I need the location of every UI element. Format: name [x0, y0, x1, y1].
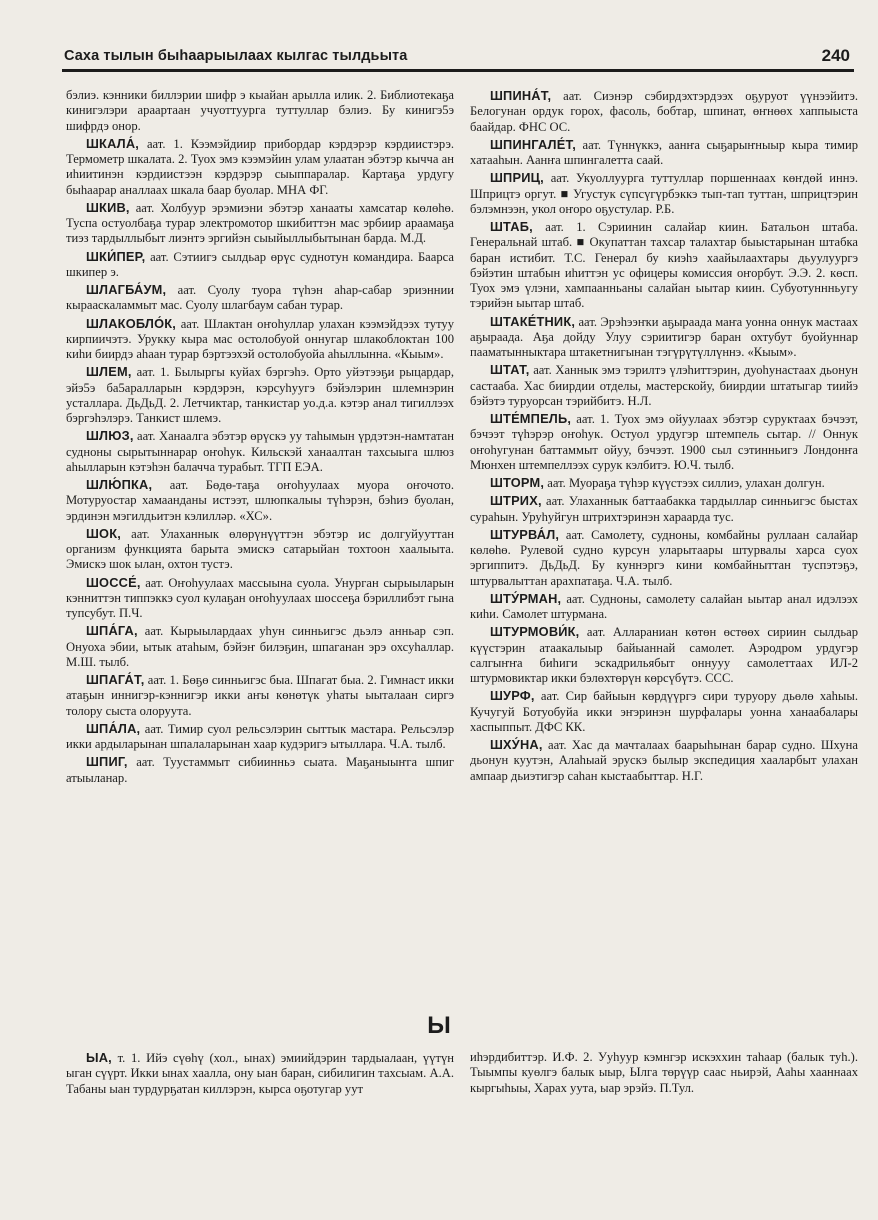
entry-text: аат. Түннүккэ, аанҥа сыҕарыҥныыр кыра тимир хатааhын. Аанҥа шпингалетта саай. [470, 137, 858, 167]
entry-text: аат. 1. Сэриинин салайар киин. Батальон штаба. Генеральнай штаб. ■ Окупаттан тахсар талахтар быыстарынан штабка баран истибит. Т.С. Генерал бу киэhэ хаайылаахтары дьуулуургэ бэйэтин штабын иhиттэн ус офицеры комиссия оҥорбут. Э.Э. 2. көсп. Туох эмэ үлэни, хампаанньаны салайан ыытар киин. Субуотуннньугу тэрийэн ыытар штаб. [470, 220, 858, 311]
dictionary-entry [470, 688, 858, 735]
dictionary-entry [470, 475, 858, 491]
entry-text: аат. Эрэһээҥки аҕыраада маҥа уонна оннук мастаах аҕыраада. Аҕа дойду Улуу сэриитигэр баран охтубут буойуннар пааматынныктара штакетнигынан тэгүрүтүллүннэ. «Кыым». [470, 314, 859, 359]
letter-section-heading: Ы [427, 1012, 451, 1039]
entry-headword: ШКАЛА́, [86, 135, 140, 151]
entry-headword: ШУРФ, [490, 688, 535, 704]
entry-text: аат. Туустаммыт сибиинньэ сыата. Маҕаныыҥга шпиг атыыланар. [66, 755, 454, 785]
dictionary-entry [470, 219, 858, 312]
entry-headword: ШТАБ, [490, 219, 533, 234]
entry-text: аат. Ханнык эмэ тэрилтэ үлэһиттэрин, дуоһунастаах дьонун састааба. Хас биирдии отделы, мастерскойу, биирдии штатыгар тиийэ бэйэтэ туруорсан тэрийбитэ. Н.Л. [470, 363, 859, 408]
entry-text: аат. Оҥоһуулаах массыына суола. Унурган сырыыларын кэнниттэн типпэккэ суол кулаҕан оҥоһуулаах шоссеҕа бэриллибэт гына тупсубут. П.Ч. [66, 575, 454, 620]
entry-text: аат. 1. Бөҕө синньигэс быа. Шпагат быа. 2. Гимнаст икки атаҕын иннигэр-кэннигэр икки аҥы көнөтүк уһаты ыыталаан сиргэ толору сыста олоруута. [66, 673, 454, 718]
dictionary-entry [66, 249, 454, 281]
entry-text: аат. Сир байыын көрдүүргэ сири туруору дьөлө хаһыы. Кучугуй Ботуобуйа икки эҥэринэн шурфалары уонна ханаабалары хаспыппыт. ДФС КК. [470, 689, 858, 734]
bottom-left-column [66, 1050, 454, 1099]
running-title: Саха тылын быһаарыылаах кылгас тылдьыта [64, 48, 408, 64]
entry-text: аат. Суолу туора түһэн аһар-сабар эриэннии кырааскаламмыт мас. Суолу шлагбаум сабан турар. [66, 283, 454, 313]
dictionary-entry [66, 200, 454, 247]
dictionary-entry [470, 314, 858, 361]
header-rule [62, 69, 854, 72]
dictionary-entry [470, 737, 858, 784]
entry-text: т. 1. Ийэ сүөһү (хол., ынах) эмиийдэрин тардыалаан, үүтүн ыган сүүрт. Икки ынах хаалла, ону ыан баран, сибилигин тахсыам. А.А. Табаны ыан турдурҕатан киллэрэн, кырса оҕотугар уут [66, 1051, 454, 1096]
entry-text: аат. Кырыылардаах уһун синньигэс дьэлэ анньар сэп. Онуоха эбии, ытык атаһым, бэйэҥ билэҕин, шпаганан эрэ охсуhаллар. М.Ш. тылб. [66, 624, 454, 669]
entry-headword: ШОССЕ́, [86, 574, 141, 590]
entry-headword: ШКИВ, [86, 199, 130, 215]
dictionary-entry [470, 493, 858, 525]
entry-text: аат. Укуоллуурга туттуллар поршеннаах көҥдөй иннэ. Шприцтэ оргут. ■ Угустук сүпсүгүрбэккэ тып-тап туттан, шприцтэрин бэлэмнээн, укол оҥоро оҕустулар. Р.Б. [470, 171, 859, 216]
dictionary-entry [66, 316, 454, 363]
entry-text: аат. 1. Туох эмэ ойуулаах эбэтэр суруктаах бэчээт, бэчээт түһэрэр оҥоһук. Остуол урдугэр штемпель сытар. // Оннук оҥоһугунан баттаммыт ойуу, бэчээт. 1900 сыл сэтинньигэ Лондонҥа Мюнхен штемпеллээх сурук кэлбитэ. Ю.Ч. тылб. [470, 412, 858, 472]
entry-headword: ШПРИЦ, [490, 170, 544, 186]
dictionary-entry [66, 477, 454, 524]
entry-headword: ШЛАКОБЛО́К, [86, 315, 177, 331]
dictionary-entry [66, 1050, 454, 1097]
dictionary-entry [470, 624, 858, 686]
entry-headword: ШПИНГАЛЕ́Т, [490, 136, 576, 152]
entry-headword: ШТОРМ, [490, 475, 545, 490]
entry-headword: ШТЕ́МПЕЛЬ, [490, 411, 572, 426]
entry-text: аат. Судноны, самолету салайан ыытар анал идэлээх киһи. Самолет штурмана. [470, 591, 858, 621]
entry-text: аат. Шлактан оҥоһуллар улахан кээмэйдээх тутуу кирпиичэтэ. Урукку кыра мас остолобуой оннугар шлакоблоктан 100 киһи биирдэ аһаан турар бэртээхэй остолобуойа аһыллынна. «Кыым». [66, 316, 455, 361]
entry-headword: ШПА́ГА, [86, 623, 138, 639]
dictionary-entry [66, 282, 454, 314]
entry-text: иһэрдибиттэр. И.Ф. 2. Ууһуур кэмнгэр искэххин таhаар (балык туh.). Тыымпы куөлгэ балык ыыр, Ылга төрүүр саас ньирэй, Ааhы хааннаах кыргыhыы, Харах уута, ыар эрэйэ. П.Тул. [470, 1050, 858, 1095]
entry-headword: ШПИНА́Т, [490, 88, 552, 103]
entry-text: аат. Сэтиигэ сылдьар өрүс суднотун командира. Баарса шкипер э. [66, 249, 454, 279]
entry-headword: ШТУРВА́Л, [490, 526, 560, 542]
entry-headword: ШПИГ, [86, 754, 128, 770]
entry-text: аат. Ханаалга эбэтэр өрүскэ уу таһымын үрдэтэн-намтатан судноны сырытыннарар оҥоһук. Кильскэй ханаалтан тахсыыга шлюз аһылларын кэтэһэн балачча турабыт. ТГП ЕЭА. [66, 429, 454, 474]
entry-headword: ШЛЮ́ПКА, [86, 477, 153, 492]
entry-headword: ШТРИХ, [490, 493, 542, 509]
entry-headword: ШКИ́ПЕР, [86, 248, 146, 264]
entry-headword: ШЛЕМ, [86, 364, 132, 380]
entry-headword: ШХУ́НА, [490, 737, 543, 752]
entry-text: аат. Тимир суол рельсэлэрин сыттык мастара. Рельсэлэр икки ардыларынан шпалаларынан хаар кудэригэ ытыллара. Ч.А. тылб. [66, 721, 454, 751]
entry-headword: ШТАКЕ́ТНИК, [490, 313, 576, 329]
entry-text: аат. Улаханнык баттаабакка тардыллар синньигэс быстах сураһын. Уруhуйгун штрихтэринэн хараарда тус. [470, 494, 858, 524]
entry-text: аат. Аллараниан көтөн өстөөх сириин сылдьар күүстэрин атаакалыыр байыаннай самолет. Аэродром урдугэр салгыҥҥа биһиги эскадрильябыт оннууу самолеттаах ИЛ-2 штурмовиктар икки бэлөхтөрүн көрсүбүтэ. ССС. [470, 625, 858, 685]
dictionary-entry [66, 88, 454, 134]
entry-headword: ШПАГА́Т, [86, 672, 145, 687]
entry-text: аат. Бөдө-таҕа оҥоһуулаах муора оҥочото. Мотуруостар хамаанданы истээт, шлюпкалыы түһэрэн, бэhиэ буолан, эрдинэн мэгилдьитэн кэлилләр. «ХС». [66, 478, 454, 523]
dictionary-entry [66, 136, 454, 198]
dictionary-entry [66, 623, 454, 670]
dictionary-entry [470, 362, 858, 409]
dictionary-entry [470, 88, 858, 135]
entry-text: аат. Хас да мачталаах баарыһынан барар судно. Шхуна дьонун куутэн, Алаһыай эрускэ былыр экспедиция хааларбыт улахан ампаар дьиэтигэр саhан кыстаабыттар. Н.Г. [470, 738, 858, 783]
entry-headword: ШЛАГБА́УМ, [86, 282, 167, 297]
entry-headword: ЫА, [86, 1050, 112, 1065]
entry-headword: ШПА́ЛА, [86, 720, 141, 736]
dictionary-entry [66, 575, 454, 622]
entry-headword: ШОК, [86, 525, 121, 541]
entry-text: аат. Улаханнык өлөрүнүүттэн эбэтэр ис долгуйууттан организм функцията барыта эмискэ сатарыйан тохтоон хаалыыта. Эмискэ шок ылан, охтон тустэ. [66, 526, 454, 572]
entry-text: аат. Сиэнэр сэбирдэхтэрдээх оҕуруот үүнээйитэ. Белогунан ордук горох, фасоль, бобтар, шпинат, өҥнөөх хаппыыста баайдар. ФНС ОС. [470, 89, 858, 134]
entry-text: бэлиэ. кэнники биллэрии шифр э кыайан арылла илик. 2. Библиотекаҕа кинигэлэри араартаан учуоттуурга туттуллар бэлиэ. Бу кинигэ5э шифрдэ онор. [66, 88, 454, 133]
dictionary-entry [66, 721, 454, 753]
dictionary-entry [470, 411, 858, 473]
entry-headword: ШТУ́РМАН, [490, 590, 562, 606]
entry-text: аат. Муораҕа түһэр күүстээх силлиэ, улахан долгун. [547, 476, 825, 490]
entry-headword: ШЛЮЗ, [86, 428, 134, 444]
left-column [66, 88, 454, 788]
entry-text: аат. Самолету, судноны, комбайны руллаан салайар көлөhө. Рулевой судно курсун уларытаары штурвалы харса суох эргиппитэ. ДьДьД. Бу куннэргэ кини комбайныттан туспэтэҕэ, штурвалыттан арахпатаҕа. Ч.А. тылб. [470, 527, 858, 588]
dictionary-entry [470, 591, 858, 623]
dictionary-entry [66, 428, 454, 475]
entry-headword: ШТУРМОВИ́К, [490, 624, 580, 640]
bottom-right-column [470, 1050, 858, 1098]
entry-text: аат. 1. Былыргы куйах бэргэһэ. Орто уйэтээҕи рыцардар, эйэ5э ба5аралларын кэрдэрэн, кэрсуhуугэ бэйэлэрин шлемнэрин усталлара. ДьДьД. 2. Летчиктар, танкистар уо.д.а. кэтэр анал тигиллээх бэргэһэлэрэ. Танкист шлемэ. [66, 365, 454, 425]
dictionary-entry [66, 526, 454, 573]
page-number: 240 [821, 46, 850, 65]
dictionary-entry [66, 364, 454, 426]
dictionary-entry [66, 754, 454, 786]
dictionary-entry [470, 527, 858, 589]
dictionary-entry [470, 170, 858, 217]
entry-headword: ШТАТ, [490, 362, 530, 378]
dictionary-entry [66, 672, 454, 719]
right-column [470, 88, 858, 786]
dictionary-entry [470, 137, 858, 169]
entry-text: аат. 1. Кээмэйдиир прибордар кэрдэрэр кэрдиистэрэ. Термометр шкалата. 2. Туох эмэ кээмэйин улам улаатан эбэтэр кычча ан иһиитинэн кэрдиистээн кэрдэрэр сыыппаралар. Картаҕа урдугу быhaарар аналлаах шкала баар буолар. МНА ФГ. [66, 136, 454, 197]
dictionary-entry-continued [470, 1050, 858, 1096]
entry-text: аат. Холбуур эрэмиэни эбэтэр ханааты хамсатар көлөhө. Туспа остуолбаҕа турар электромотор шкибиттэн мас эрбиир араамаҕа тиэз тардыллыбыт лиэнтэ эргийэн сыыйыллыбытынан барда. М.Д. [66, 200, 454, 246]
page-header [62, 46, 854, 72]
